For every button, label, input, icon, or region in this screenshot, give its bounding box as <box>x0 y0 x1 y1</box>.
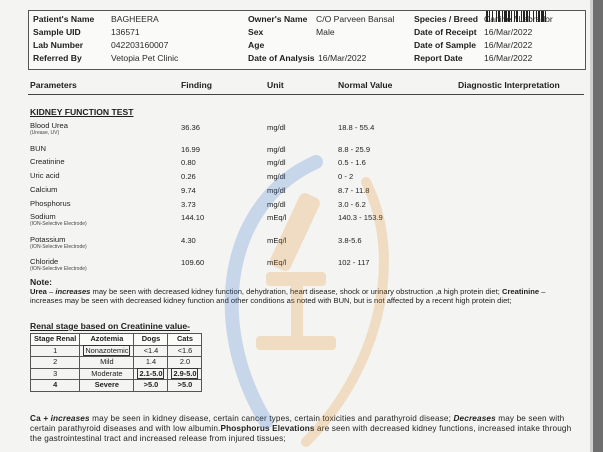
referred-by-label: Referred By <box>33 53 82 63</box>
table-cell: >5.0 <box>168 380 202 392</box>
table-row <box>31 345 202 357</box>
table-cell: 4 <box>31 380 80 392</box>
date-of-receipt-value: 16/Mar/2022 <box>484 27 533 37</box>
table-cell: Severe <box>80 380 134 392</box>
test-range: 3.0 - 6.2 <box>338 200 366 209</box>
test-finding: 109.60 <box>181 258 205 267</box>
table-cell: 3 <box>31 368 80 380</box>
owner-name-value: C/O Parveen Bansal <box>316 14 395 24</box>
test-unit: mg/dl <box>267 186 286 195</box>
date-of-analysis-value: 16/Mar/2022 <box>318 53 367 63</box>
table-cell: Mild <box>80 357 134 369</box>
test-name: Uric acid <box>30 171 60 180</box>
test-range: 0 - 2 <box>338 172 354 181</box>
sample-uid-value: 136571 <box>111 27 140 37</box>
test-unit: mEq/l <box>267 236 287 245</box>
table-header-row <box>31 334 202 346</box>
test-range: 140.3 - 153.9 <box>338 213 383 222</box>
patient-name-value: BAGHEERA <box>111 14 159 24</box>
table-cell: 2.0 <box>168 357 202 369</box>
note-paragraph: Urea – increases may be seen with decreased kidney function, dehydration, heart disease, shock or urinary obstruction ,a high protein diet; Creatinine – increases may be seen with decreased kidney function and other conditions as noted with BUN, but is not affected by a recent high protein diet; <box>30 287 546 306</box>
test-range: 8.8 - 25.9 <box>338 145 371 154</box>
test-range: 3.8-5.6 <box>338 236 362 245</box>
test-unit: mg/dl <box>267 172 286 181</box>
sample-uid-label: Sample UID <box>33 27 81 37</box>
date-of-analysis-label: Date of Analysis <box>248 53 315 63</box>
test-range: 8.7 - 11.8 <box>338 186 370 195</box>
col-finding: Finding <box>181 80 213 90</box>
report-date-label: Report Date <box>414 53 463 63</box>
header-divider <box>28 94 584 95</box>
date-of-sample-label: Date of Sample <box>414 40 477 50</box>
renal-stage-title: Renal stage based on Creatinine value- <box>30 321 190 331</box>
patient-name-label: Patient's Name <box>33 14 95 24</box>
species-label: Species / Breed <box>414 14 479 24</box>
test-name: Chloride (ION-Selective Electrode) <box>30 257 87 272</box>
test-unit: mg/dl <box>267 123 286 132</box>
date-of-sample-value: 16/Mar/2022 <box>484 40 533 50</box>
referred-by-value: Vetopia Pet Clinic <box>111 53 179 63</box>
table-cell: Nonazotemic <box>80 345 134 357</box>
test-range: 18.8 - 55.4 <box>338 123 375 132</box>
test-range: 0.5 - 1.6 <box>338 158 366 167</box>
test-unit: mg/dl <box>267 145 286 154</box>
table-row <box>31 368 202 380</box>
calcium-phosphorus-note: Ca + increases may be seen in kidney disease, certain cancer types, certain toxicities and parathyroid disease; Decreases may be seen with certain parathyroid diseases and with low albumin.Phosphorus Elevations are seen with decreased kidney functions, increased intake through the gastrointestinal tract and increased release from injured tissues; <box>30 414 572 443</box>
note-heading: Note: <box>30 277 52 287</box>
test-finding: 3.73 <box>181 200 196 209</box>
test-name: BUN <box>30 144 47 153</box>
lab-number-label: Lab Number <box>33 40 84 50</box>
test-finding: 16.99 <box>181 145 201 154</box>
age-label: Age <box>248 40 265 50</box>
test-unit: mg/dl <box>267 200 286 209</box>
table-cell: 2.1-5.0 <box>134 368 168 380</box>
lab-number-value: 042203160007 <box>111 40 169 50</box>
table-cell: 1 <box>31 345 80 357</box>
date-of-receipt-label: Date of Receipt <box>414 27 477 37</box>
table-cell: 2.9-5.0 <box>168 368 202 380</box>
sex-label: Sex <box>248 27 264 37</box>
table-cell: 2 <box>31 357 80 369</box>
table-cell: Moderate <box>80 368 134 380</box>
test-name: Phosphorus <box>30 199 71 208</box>
test-finding: 144.10 <box>181 213 205 222</box>
table-header: Cats <box>168 334 202 346</box>
test-unit: mEq/l <box>267 213 287 222</box>
test-name: Calcium <box>30 185 58 194</box>
test-finding: 9.74 <box>181 186 196 195</box>
table-cell: <1.6 <box>168 345 202 357</box>
report-date-value: 16/Mar/2022 <box>484 53 533 63</box>
sex-value: Male <box>316 27 335 37</box>
table-cell: <1.4 <box>134 345 168 357</box>
test-range: 102 - 117 <box>338 258 370 267</box>
test-finding: 36.36 <box>181 123 201 132</box>
col-normal-value: Normal Value <box>338 80 393 90</box>
table-header: Stage Renal <box>31 334 80 346</box>
photo-edge-shadow <box>593 0 603 452</box>
test-finding: 0.26 <box>181 172 196 181</box>
table-row <box>31 357 202 369</box>
table-cell: >5.0 <box>134 380 168 392</box>
col-unit: Unit <box>267 80 284 90</box>
test-name: Potassium (ION-Selective Electrode) <box>30 235 87 250</box>
species-value: Canine / Labrador <box>484 14 553 24</box>
test-unit: mg/dl <box>267 158 286 167</box>
section-title: KIDNEY FUNCTION TEST <box>30 107 134 117</box>
table-header: Dogs <box>134 334 168 346</box>
test-finding: 4.30 <box>181 236 196 245</box>
test-name: Sodium (ION-Selective Electrode) <box>30 212 87 227</box>
test-name: Blood Urea (Urease, UV) <box>30 121 68 136</box>
renal-stage-table <box>30 333 202 392</box>
owner-name-label: Owner's Name <box>248 14 308 24</box>
table-header: Azotemia <box>80 334 134 346</box>
test-name: Creatinine <box>30 157 65 166</box>
test-finding: 0.80 <box>181 158 196 167</box>
col-diagnostic-interpretation: Diagnostic Interpretation <box>458 80 560 90</box>
table-cell: 1.4 <box>134 357 168 369</box>
col-parameters: Parameters <box>30 80 77 90</box>
test-unit: mEq/l <box>267 258 287 267</box>
table-row <box>31 380 202 392</box>
